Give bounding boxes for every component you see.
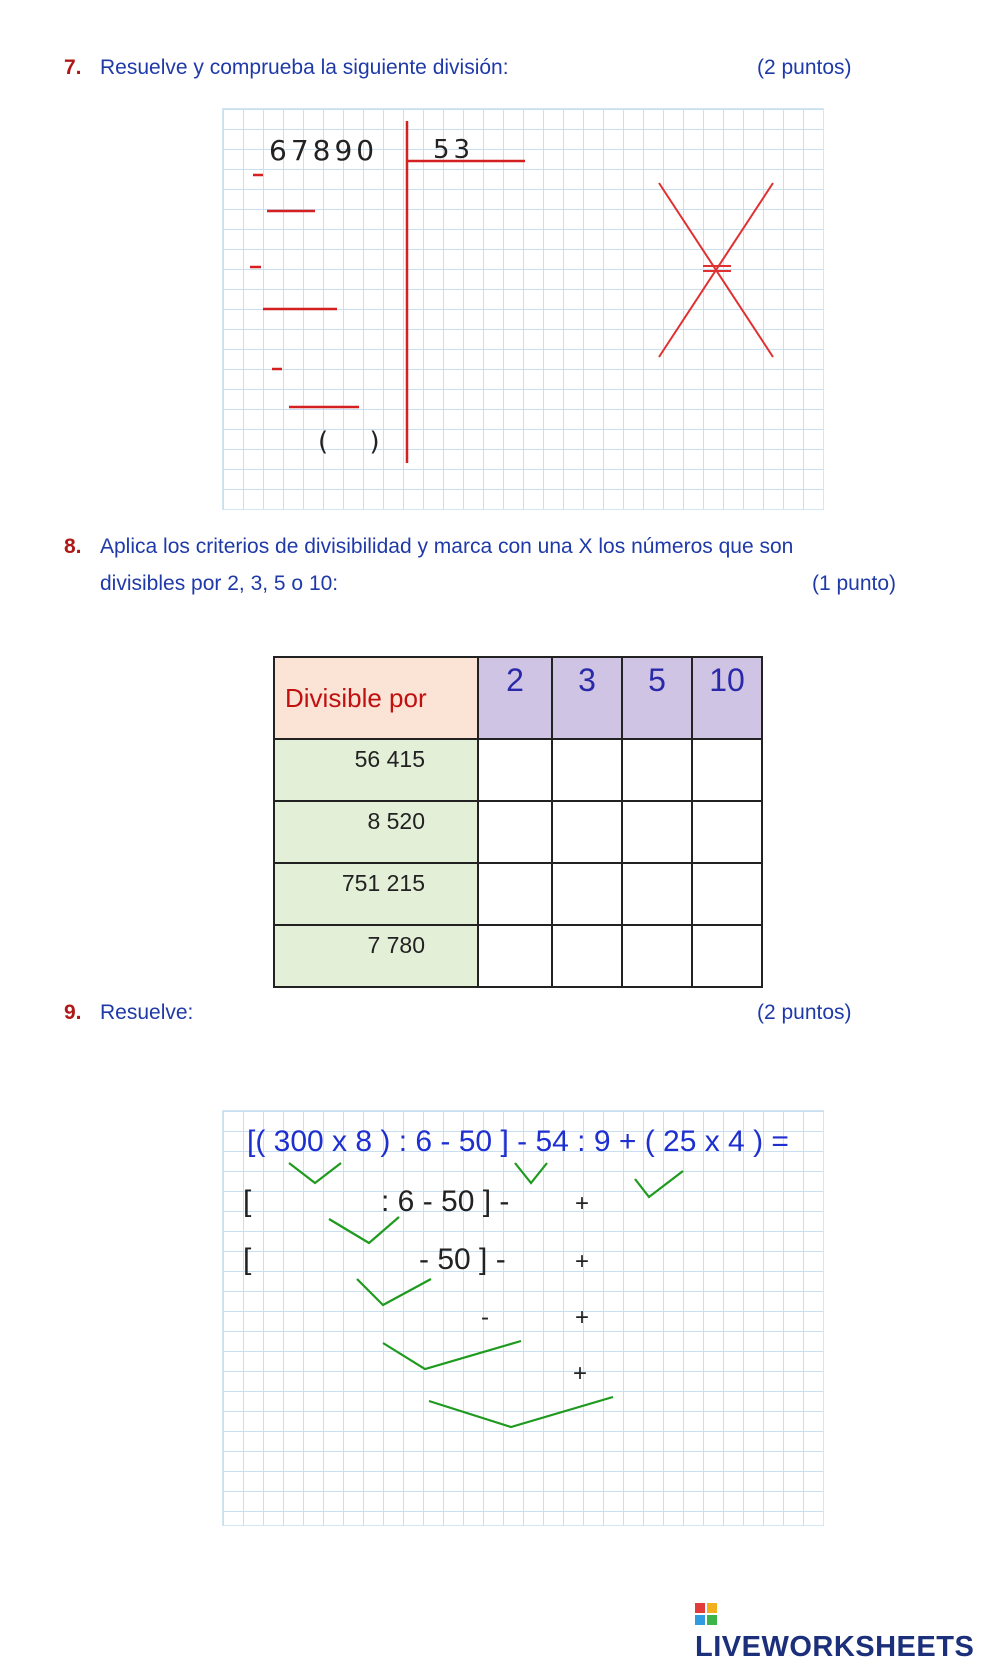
step1-operations: : 6 - 50 ] - [381,1185,510,1218]
answer-cell[interactable] [692,925,762,987]
q8-instruction-line2: divisibles por 2, 3, 5 o 10: [100,572,339,595]
header-divisor-10: 10 [692,657,762,739]
connector-step3 [383,1341,521,1369]
row-number: 8 520 [274,801,478,863]
connector-25x4 [635,1171,683,1197]
q9-points: (2 puntos) [757,1001,852,1024]
q9-instruction: Resuelve: [100,1001,194,1024]
row-number: 7 780 [274,925,478,987]
header-divisor-3: 3 [552,657,622,739]
connector-54div9 [515,1163,547,1183]
step2-open-bracket: [ [243,1243,252,1276]
combined-expression: [( 300 x 8 ) : 6 - 50 ] - 54 : 9 + ( 25 x 4 ) = [247,1125,789,1158]
q9-operations-drawing [223,1111,823,1525]
step1-plus: + [575,1190,590,1217]
answer-cell[interactable] [552,925,622,987]
step2-plus: + [575,1248,590,1275]
answer-cell[interactable] [552,801,622,863]
answer-cell[interactable] [692,863,762,925]
q8-points: (1 punto) [812,572,897,595]
step4-plus: + [573,1360,588,1387]
step3-minus: - [481,1304,489,1331]
table-row [274,925,762,987]
divisibility-table [273,656,763,988]
row-number: 751 215 [274,863,478,925]
connector-300x8 [289,1163,341,1183]
answer-cell[interactable] [622,863,692,925]
step1-open-bracket: [ [243,1185,252,1218]
answer-cell[interactable] [478,863,552,925]
answer-cell[interactable] [622,739,692,801]
answer-cell[interactable] [692,801,762,863]
table-row [274,739,762,801]
q8-instruction-line1: Aplica los criterios de divisibilidad y marca con una X los números que son [100,535,794,558]
answer-cell[interactable] [552,739,622,801]
answer-cell[interactable] [478,925,552,987]
q7-division-grid[interactable] [222,108,824,510]
q7-number: 7. [64,56,82,79]
answer-cell[interactable] [622,801,692,863]
q7-instruction: Resuelve y comprueba la siguiente división: [100,56,509,79]
q9-number: 9. [64,1001,82,1024]
header-divisor-5: 5 [622,657,692,739]
q7-divisor: 53 [433,135,475,165]
table-row [274,801,762,863]
connector-step1 [329,1217,399,1243]
row-number: 56 415 [274,739,478,801]
q7-points: (2 puntos) [757,56,852,79]
logo-text: LIVEWORKSHEETS [695,1631,975,1663]
answer-cell[interactable] [552,863,622,925]
q7-dividend: 67890 [269,134,379,167]
logo-mark-icon [695,1603,717,1625]
step3-plus: + [575,1304,590,1331]
liveworksheets-logo [695,1598,1000,1664]
answer-cell[interactable] [622,925,692,987]
remainder-parentheses: ( ) [318,427,380,457]
answer-cell[interactable] [478,801,552,863]
connector-step4 [429,1397,613,1427]
header-divisor-2: 2 [478,657,552,739]
header-divisible-por: Divisible por [274,657,478,739]
connector-step2 [357,1279,431,1305]
table-row [274,863,762,925]
answer-cell[interactable] [692,739,762,801]
q8-number: 8. [64,535,82,558]
q7-division-drawing [223,109,823,509]
answer-cell[interactable] [478,739,552,801]
q9-operations-grid[interactable] [222,1110,824,1526]
step2-operations: - 50 ] - [419,1243,506,1276]
table-header-row [274,657,762,739]
